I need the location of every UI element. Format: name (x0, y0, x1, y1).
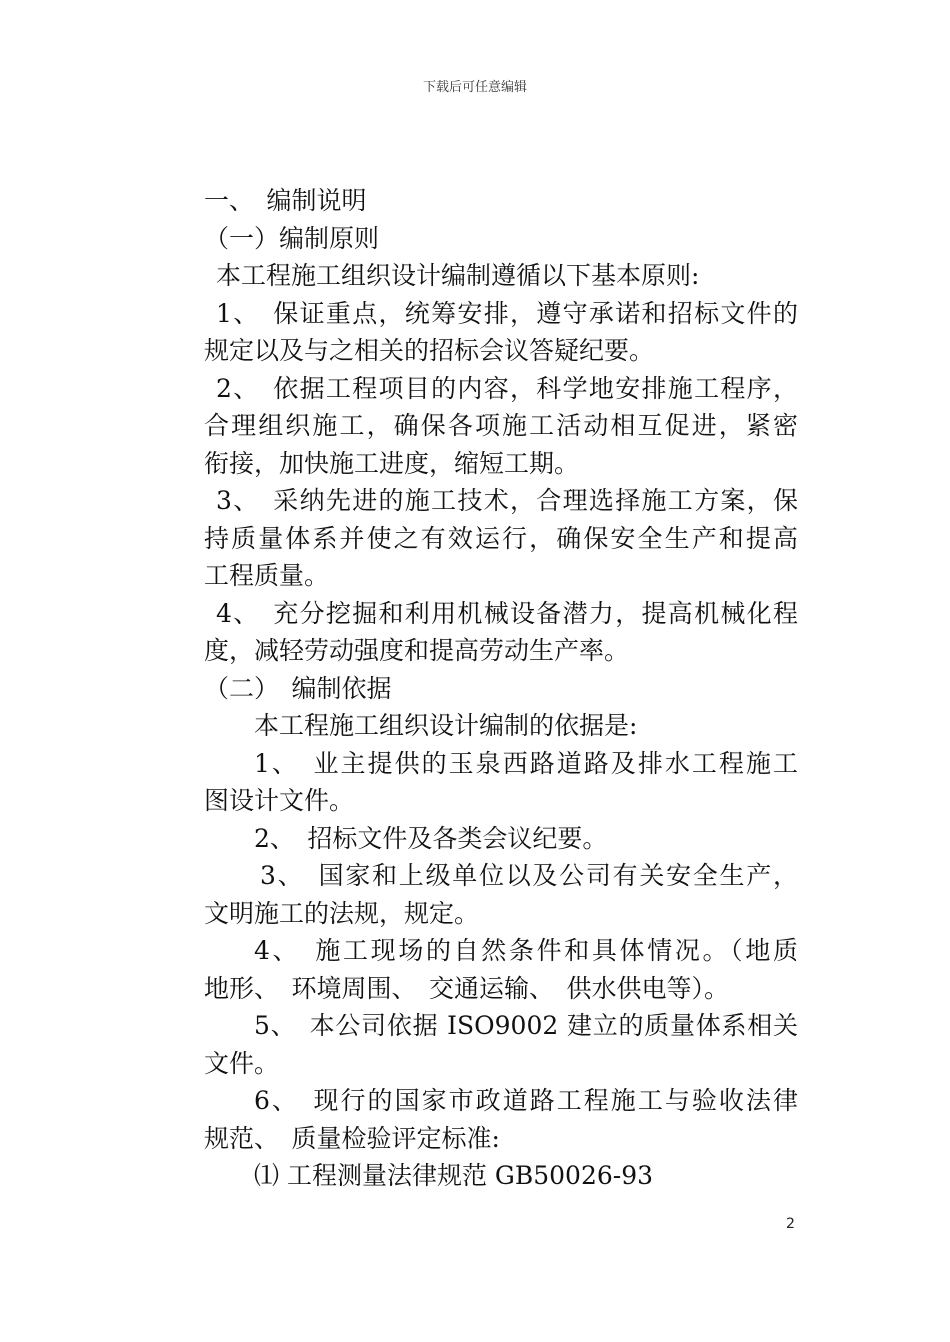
list-item-line: 持质量体系并使之有效运行，确保安全生产和提高 (204, 523, 798, 553)
list-item-line: 工程质量。 (204, 561, 330, 590)
list-item-line: 5、 本公司依据 ISO9002 建立的质量体系相关 (254, 1011, 798, 1040)
subsection-heading: （二） 编制依据 (204, 673, 392, 703)
list-item-line: 地形、 环境周围、 交通运输、 供水供电等）。 (204, 973, 730, 1003)
paragraph-intro: 本工程施工组织设计编制遵循以下基本原则: (216, 261, 700, 290)
document-body (204, 182, 798, 1195)
list-item-line: 合理组织施工，确保各项施工活动相互促进，紧密 (204, 411, 798, 440)
list-item-line: 4、 充分挖掘和利用机械设备潜力，提高机械化程 (216, 598, 798, 628)
list-item-line: 文明施工的法规，规定。 (204, 898, 480, 928)
page-number: 2 (786, 1216, 795, 1232)
list-item-line: 3、 国家和上级单位以及公司有关安全生产， (260, 861, 798, 890)
sub-list-item: ⑴ 工程测量法律规范 GB50026-93 (254, 1161, 654, 1190)
page-header: 下载后可任意编辑 (422, 80, 527, 95)
subsection-heading: （一）编制原则 (204, 223, 380, 253)
list-item-line: 1、 保证重点，统筹安排，遵守承诺和招标文件的 (216, 298, 798, 328)
list-item-line: 文件。 (204, 1048, 280, 1078)
paragraph-intro: 本工程施工组织设计编制的依据是: (254, 711, 638, 740)
list-item-line: 6、 现行的国家市政道路工程施工与验收法律 (254, 1086, 798, 1115)
list-item-line: 图设计文件。 (204, 786, 355, 815)
list-item-line: 2、 依据工程项目的内容，科学地安排施工程序， (216, 373, 798, 403)
list-item-line: 2、 招标文件及各类会议纪要。 (254, 823, 608, 853)
list-item-line: 度，减轻劳动强度和提高劳动生产率。 (204, 636, 630, 665)
list-item-line: 3、 采纳先进的施工技术，合理选择施工方案，保 (216, 486, 798, 515)
list-item-line: 衔接，加快施工进度，缩短工期。 (204, 448, 580, 478)
list-item-line: 规定以及与之相关的招标会议答疑纪要。 (204, 336, 655, 365)
section-heading: 一、 编制说明 (204, 186, 367, 215)
list-item-line: 4、 施工现场的自然条件和具体情况。（地质 (254, 936, 798, 965)
list-item-line: 规范、 质量检验评定标准: (204, 1123, 500, 1153)
list-item-line: 1、 业主提供的玉泉西路道路及排水工程施工 (254, 748, 798, 778)
